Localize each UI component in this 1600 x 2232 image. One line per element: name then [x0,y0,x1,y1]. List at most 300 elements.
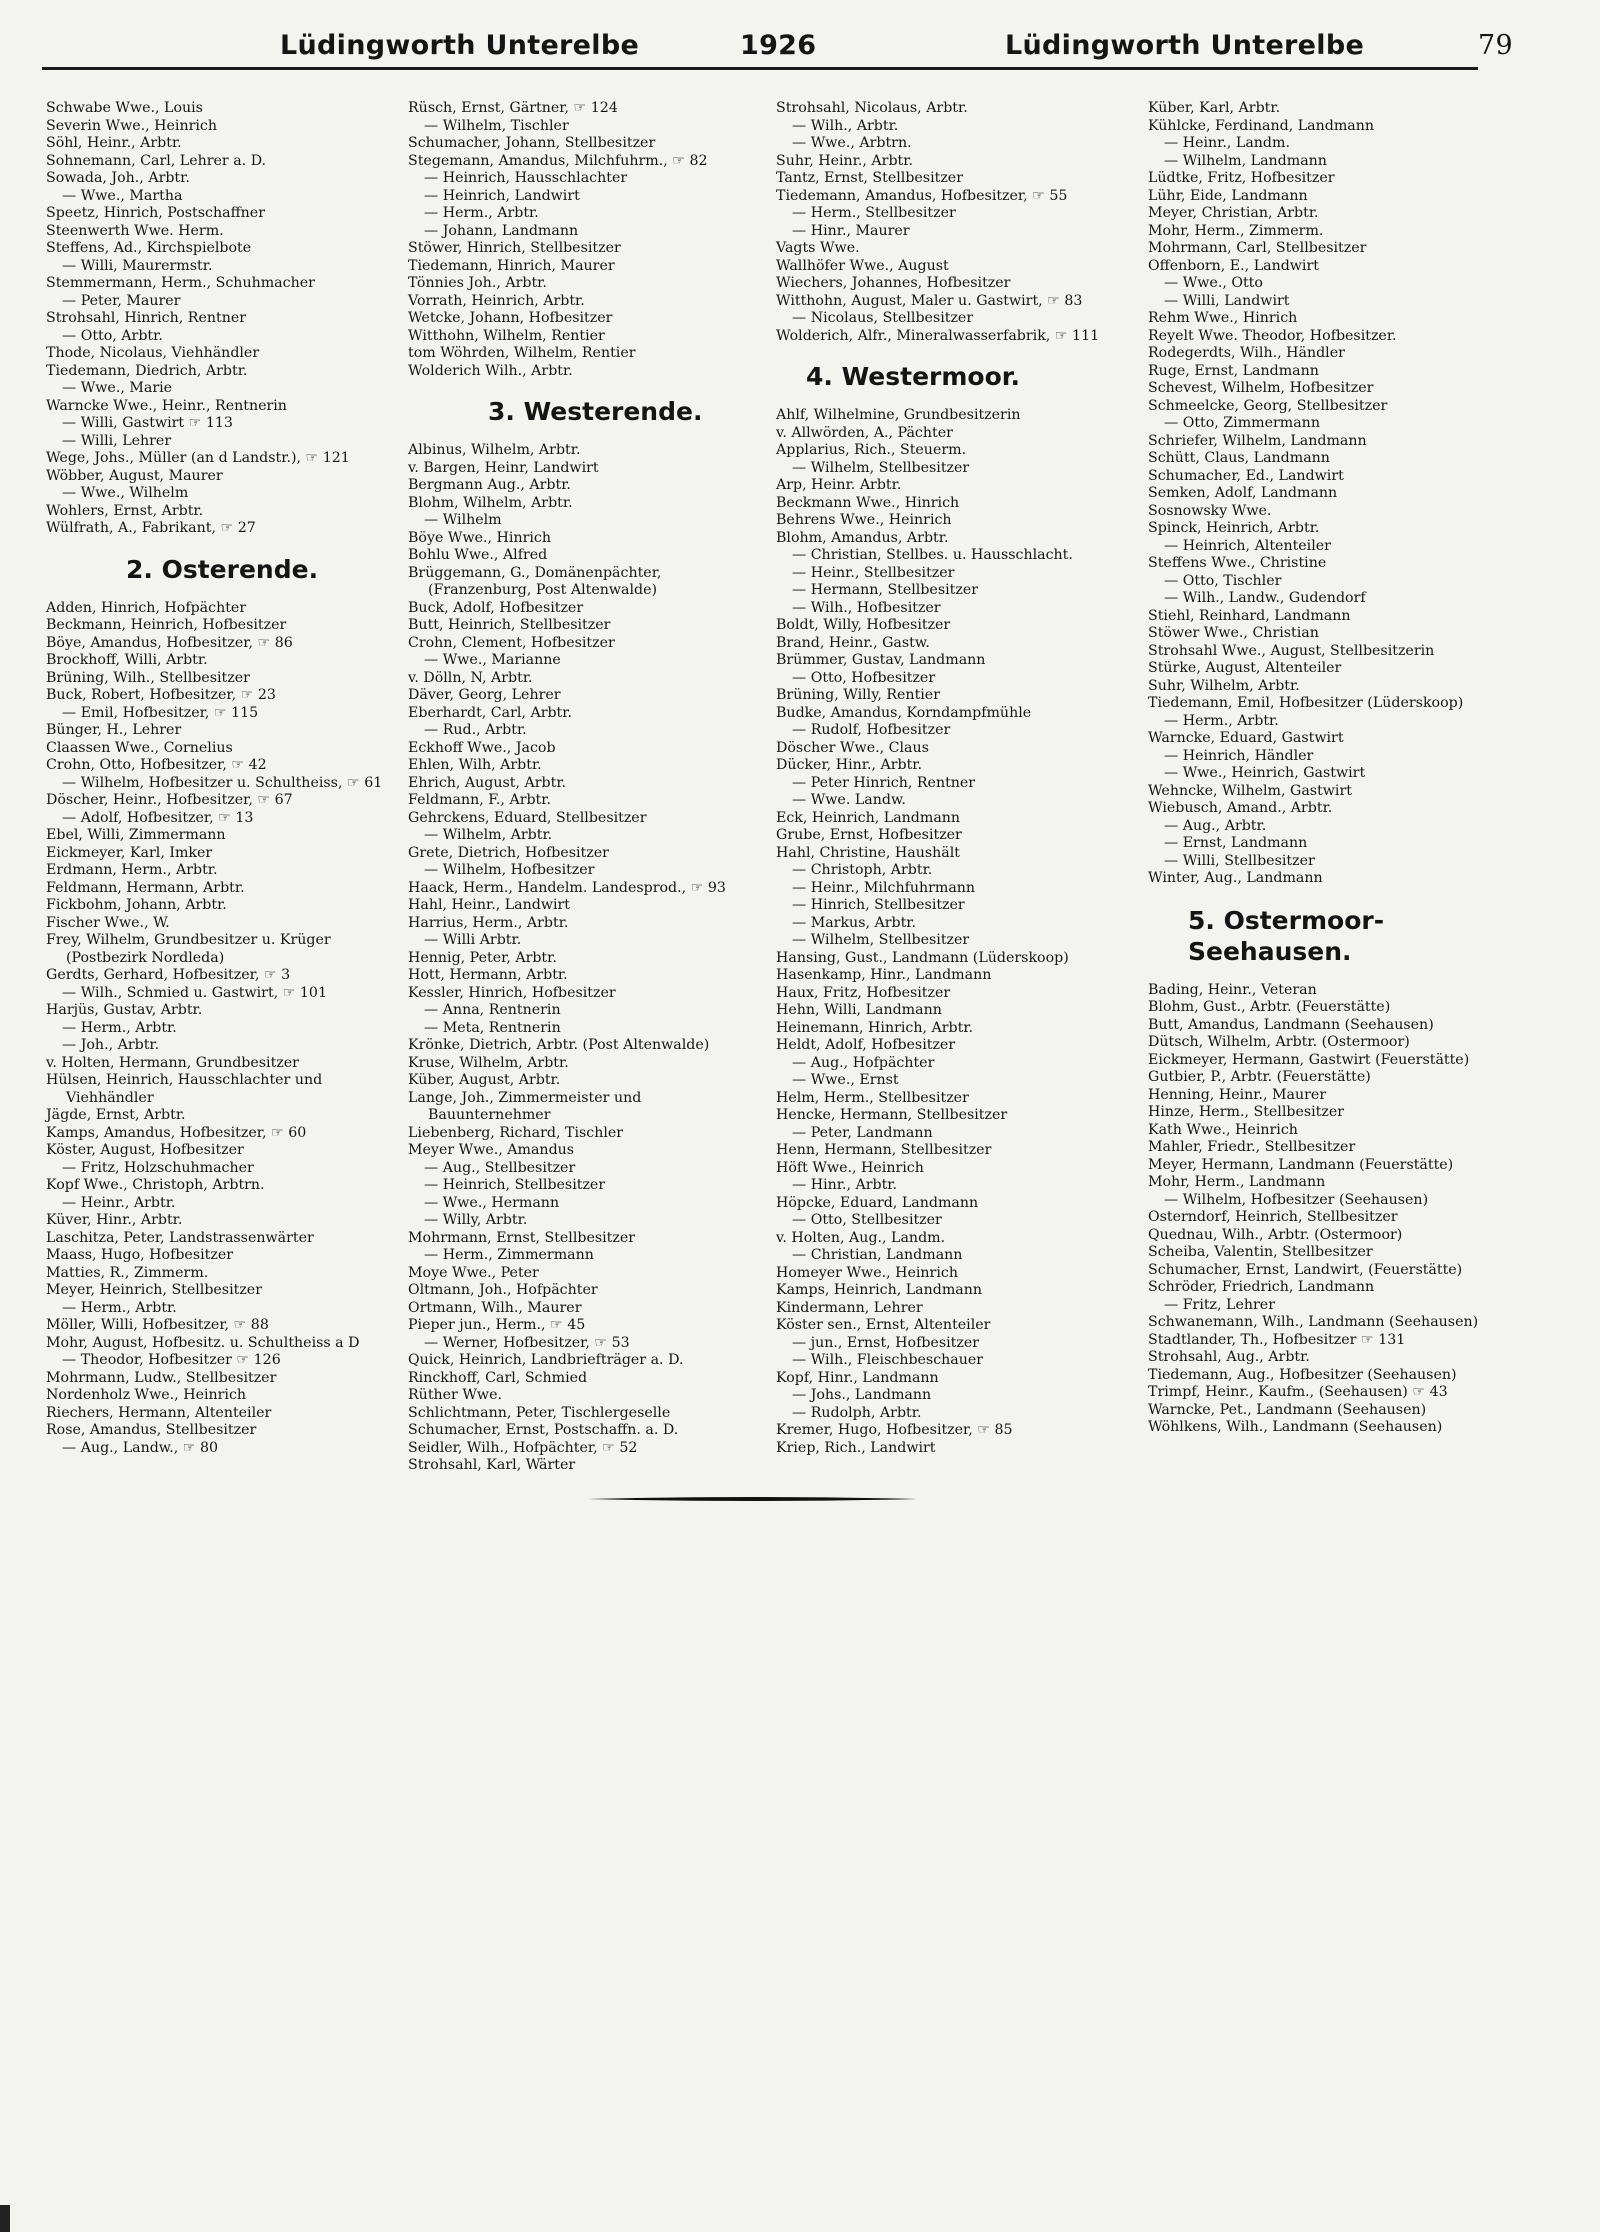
directory-entry: — Herm., Arbtr. [62,1299,177,1316]
directory-entry: — Adolf, Hofbesitzer, ☞ 13 [62,809,254,826]
directory-entry: v. Holten, Aug., Landm. [776,1229,946,1246]
directory-entry: Rehm Wwe., Hinrich [1148,310,1298,326]
directory-entry: Tiedemann, Amandus, Hofbesitzer, ☞ 55 [776,187,1068,204]
directory-entry: Stegemann, Amandus, Milchfuhrm., ☞ 82 [408,152,708,169]
directory-entry: Ortmann, Wilh., Maurer [408,1299,582,1316]
directory-entry: Budke, Amandus, Korndampfmühle [776,704,1032,721]
directory-entry: — Heinrich, Stellbesitzer [424,1177,606,1193]
directory-entry: Severin Wwe., Heinrich [46,117,217,134]
directory-entry: — Hinrich, Stellbesitzer [792,897,965,913]
district-heading: 4. Westermoor. [806,362,1021,391]
directory-entry: Gutbier, P., Arbtr. (Feuerstätte) [1148,1069,1371,1085]
directory-entry: — jun., Ernst, Hofbesitzer [792,1334,979,1351]
directory-entry: Wohlers, Ernst, Arbtr. [46,502,204,519]
directory-entry: Küber, Karl, Arbtr. [1148,100,1281,116]
directory-entry: Schütt, Claus, Landmann [1148,450,1330,466]
directory-entry: Kath Wwe., Heinrich [1148,1121,1298,1138]
directory-entry: Döscher, Heinr., Hofbesitzer, ☞ 67 [46,792,293,808]
directory-entry: Meyer, Hermann, Landmann (Feuerstätte) [1148,1156,1454,1173]
directory-entry: Schwabe Wwe., Louis [46,100,203,116]
directory-entry: Mohr, August, Hofbesitz. u. Schultheiss a D [46,1334,360,1351]
directory-entry: Schröder, Friedrich, Landmann [1148,1279,1375,1295]
directory-entry: Kühlcke, Ferdinand, Landmann [1148,117,1375,134]
directory-entry: Hehn, Willi, Landmann [776,1002,942,1018]
directory-entry: Lühr, Eide, Landmann [1148,187,1308,204]
directory-entry: — Aug., Stellbesitzer [424,1159,576,1176]
directory-entry: — Hermann, Stellbesitzer [792,582,978,598]
directory-entry: — Fritz, Lehrer [1164,1296,1275,1313]
directory-entry: Harjüs, Gustav, Arbtr. [46,1002,203,1018]
directory-entry: Strohsahl, Aug., Arbtr. [1148,1349,1310,1365]
directory-entry: Brüggemann, G., Domänenpächter, (Franzenburg, Post Altenwalde) [408,564,662,598]
directory-entry: Ahlf, Wilhelmine, Grundbesitzerin [776,407,1021,423]
directory-entry: Vagts Wwe. [776,240,860,256]
directory-entry: Suhr, Heinr., Arbtr. [776,152,913,169]
directory-entry: Wolderich Wilh., Arbtr. [408,362,573,379]
directory-entry: Bergmann Aug., Arbtr. [408,477,571,493]
directory-entry: — Peter, Maurer [62,292,181,309]
directory-entry: Höft Wwe., Heinrich [776,1159,924,1176]
directory-entry: Mohrmann, Carl, Stellbesitzer [1148,240,1367,256]
directory-entry: — Aug., Hofpächter [792,1054,935,1071]
directory-entry: Bading, Heinr., Veteran [1148,981,1317,998]
directory-entry: Kindermann, Lehrer [776,1299,923,1316]
directory-entry: Butt, Heinrich, Stellbesitzer [408,617,611,633]
directory-entry: Tiedemann, Hinrich, Maurer [408,257,615,274]
directory-entry: Heinemann, Hinrich, Arbtr. [776,1019,974,1036]
directory-entry: Scheiba, Valentin, Stellbesitzer [1148,1244,1373,1260]
directory-entry: Schumacher, Ed., Landwirt [1148,467,1344,484]
directory-entry: — Wwe., Ernst [792,1072,899,1088]
directory-entry: Homeyer Wwe., Heinrich [776,1264,958,1281]
directory-entry: Dütsch, Wilhelm, Arbtr. (Ostermoor) [1148,1034,1410,1050]
directory-entry: Stöwer, Hinrich, Stellbesitzer [408,240,621,256]
directory-column-4 [1148,100,1500,1437]
directory-entry: — Wwe., Marie [62,380,173,396]
directory-entry: Henning, Heinr., Maurer [1148,1086,1327,1103]
directory-entry: — Nicolaus, Stellbesitzer [792,310,974,326]
directory-entry: Semken, Adolf, Landmann [1148,485,1338,501]
directory-entry: Schmeelcke, Georg, Stellbesitzer [1148,397,1388,414]
directory-entry: Kessler, Hinrich, Hofbesitzer [408,984,616,1001]
directory-entry: v. Holten, Hermann, Grundbesitzer [46,1054,299,1071]
directory-entry: Hahl, Heinr., Landwirt [408,897,570,913]
directory-entry: Schwanemann, Wilh., Landmann (Seehausen) [1148,1314,1479,1330]
directory-entry: Schriefer, Wilhelm, Landmann [1148,432,1367,449]
directory-entry: Offenborn, E., Landwirt [1148,257,1319,274]
directory-entry: Witthohn, Wilhelm, Rentier [408,327,605,344]
directory-entry: Thode, Nicolaus, Viehhändler [46,345,260,361]
directory-entry: — Wilhelm, Tischler [424,117,569,134]
directory-entry: Brockhoff, Willi, Arbtr. [46,652,208,668]
district-heading: 5. Ostermoor-Seehausen. [1188,905,1385,966]
directory-entry: Kamps, Amandus, Hofbesitzer, ☞ 60 [46,1124,307,1141]
directory-entry: Buck, Robert, Hofbesitzer, ☞ 23 [46,687,276,703]
directory-entry: Eck, Heinrich, Landmann [776,809,961,826]
directory-entry: Witthohn, August, Maler u. Gastwirt, ☞ 83 [776,292,1083,309]
directory-entry: — Wilhelm, Hofbesitzer (Seehausen) [1164,1191,1429,1208]
directory-entry: Hott, Hermann, Arbtr. [408,967,568,983]
year-title: 1926 [740,30,817,61]
directory-entry: — Wilhelm [424,512,502,528]
directory-entry: Böye, Amandus, Hofbesitzer, ☞ 86 [46,634,293,651]
directory-entry: v. Dölln, N, Arbtr. [408,669,533,686]
district-heading: 3. Westerende. [488,397,703,426]
directory-entry: — Heinr., Milchfuhrmann [792,879,976,896]
directory-entry: Maass, Hugo, Hofbesitzer [46,1247,233,1263]
directory-entry: Butt, Amandus, Landmann (Seehausen) [1148,1016,1434,1033]
directory-entry: — Willy, Arbtr. [424,1212,528,1228]
header-rule [42,67,1478,70]
directory-entry: Bohlu Wwe., Alfred [408,547,548,563]
directory-entry: Ehrich, August, Arbtr. [408,774,567,791]
directory-entry: Wallhöfer Wwe., August [776,257,949,274]
directory-entry: Buck, Adolf, Hofbesitzer [408,599,584,616]
directory-entry: Quick, Heinrich, Landbriefträger a. D. [408,1352,684,1368]
directory-entry: Steenwerth Wwe. Herm. [46,222,224,239]
directory-entry: Hahl, Christine, Haushält [776,844,960,861]
directory-entry: Kriep, Rich., Landwirt [776,1439,936,1456]
directory-entry: Adden, Hinrich, Hofpächter [46,599,247,616]
directory-entry: Trimpf, Heinr., Kaufm., (Seehausen) ☞ 43 [1148,1384,1448,1400]
directory-entry: Küber, August, Arbtr. [408,1072,561,1088]
directory-entry: Warncke, Eduard, Gastwirt [1148,730,1344,746]
directory-entry: Claassen Wwe., Cornelius [46,739,233,756]
directory-entry: Küver, Hinr., Arbtr. [46,1212,183,1228]
directory-entry: — Wwe., Marianne [424,652,561,668]
directory-entry: Brüning, Willy, Rentier [776,687,940,703]
directory-entry: Vorrath, Heinrich, Arbtr. [408,292,585,309]
directory-entry: Tönnies Joh., Arbtr. [408,275,547,291]
directory-entry: — Otto, Hofbesitzer [792,669,936,686]
directory-entry: — Wwe., Otto [1164,275,1263,291]
directory-entry: Schumacher, Ernst, Landwirt, (Feuerstätte) [1148,1261,1463,1278]
directory-entry: — Peter, Landmann [792,1124,933,1141]
directory-entry: Krönke, Dietrich, Arbtr. (Post Altenwalde) [408,1037,710,1053]
directory-entry: Ehlen, Wilh, Arbtr. [408,757,542,773]
directory-entry: Meyer, Heinrich, Stellbesitzer [46,1282,262,1298]
directory-entry: — Wilh., Arbtr. [792,117,899,134]
directory-entry: — Heinrich, Hausschlachter [424,170,628,186]
directory-entry: — Emil, Hofbesitzer, ☞ 115 [62,704,259,721]
directory-entry: Tantz, Ernst, Stellbesitzer [776,170,963,186]
directory-entry: Erdmann, Herm., Arbtr. [46,862,218,878]
directory-entry: Wiechers, Johannes, Hofbesitzer [776,275,1011,291]
directory-entry: Harrius, Herm., Arbtr. [408,914,569,931]
directory-entry: Oltmann, Joh., Hofpächter [408,1282,598,1298]
directory-entry: — Herm., Arbtr. [424,205,539,221]
directory-entry: Mohr, Herm., Zimmerm. [1148,222,1324,239]
directory-entry: Beckmann, Heinrich, Hofbesitzer [46,617,287,633]
directory-entry: Tiedemann, Emil, Hofbesitzer (Lüderskoop) [1148,695,1464,711]
directory-entry: Beckmann Wwe., Hinrich [776,494,960,511]
directory-entry: Moye Wwe., Peter [408,1264,539,1281]
directory-entry: Tiedemann, Diedrich, Arbtr. [46,362,248,379]
directory-entry: — Heinrich, Händler [1164,747,1314,764]
directory-entry: Wege, Johs., Müller (an d Landstr.), ☞ 121 [46,450,350,466]
directory-entry: Wetcke, Johann, Hofbesitzer [408,310,613,326]
directory-entry: Haack, Herm., Handelm. Landesprod., ☞ 93 [408,879,726,896]
directory-entry: Strohsahl, Nicolaus, Arbtr. [776,100,968,116]
directory-entry: — Otto, Arbtr. [62,327,163,344]
directory-entry: Feldmann, F., Arbtr. [408,792,551,808]
directory-entry: Hülsen, Heinrich, Hausschlachter und Viehhändler [46,1072,323,1106]
directory-entry: Riechers, Hermann, Altenteiler [46,1404,272,1421]
directory-entry: — Aug., Landw., ☞ 80 [62,1439,219,1456]
directory-entry: — Herm., Stellbesitzer [792,205,956,221]
directory-entry: Fickbohm, Johann, Arbtr. [46,897,227,913]
directory-entry: — Wilh., Fleischbeschauer [792,1352,984,1368]
directory-entry: Sowada, Joh., Arbtr. [46,170,190,186]
directory-entry: — Werner, Hofbesitzer, ☞ 53 [424,1334,630,1351]
directory-entry: — Willi, Stellbesitzer [1164,852,1315,869]
directory-entry: — Meta, Rentnerin [424,1019,561,1036]
directory-column-2 [408,100,760,1475]
directory-entry: Feldmann, Hermann, Arbtr. [46,879,245,896]
directory-entry: — Wwe. Landw. [792,792,906,808]
directory-entry: Schlichtmann, Peter, Tischlergeselle [408,1404,671,1421]
directory-entry: Stadtlander, Th., Hofbesitzer ☞ 131 [1148,1331,1406,1348]
directory-entry: — Otto, Tischler [1164,572,1282,589]
directory-entry: Osterndorf, Heinrich, Stellbesitzer [1148,1209,1398,1225]
directory-entry: Rodegerdts, Wilh., Händler [1148,345,1345,361]
directory-entry: Liebenberg, Richard, Tischler [408,1124,624,1141]
directory-entry: — Willi, Lehrer [62,432,172,449]
directory-entry: — Wilhelm, Stellbesitzer [792,932,970,948]
directory-entry: — Christian, Stellbes. u. Hausschlacht. [792,547,1073,563]
directory-entry: Rüther Wwe. [408,1387,502,1403]
directory-entry: Henn, Hermann, Stellbesitzer [776,1142,992,1158]
directory-entry: Stöwer Wwe., Christian [1148,625,1319,641]
directory-entry: — Wilh., Hofbesitzer [792,599,941,616]
directory-entry: Böye Wwe., Hinrich [408,529,551,546]
directory-entry: Hinze, Herm., Stellbesitzer [1148,1104,1345,1120]
directory-entry: Sohnemann, Carl, Lehrer a. D. [46,152,267,169]
directory-entry: Mohrmann, Ludw., Stellbesitzer [46,1369,277,1386]
directory-entry: Eberhardt, Carl, Arbtr. [408,704,572,721]
directory-column-3 [776,100,1128,1457]
directory-entry: Wöhlkens, Wilh., Landmann (Seehausen) [1148,1419,1443,1435]
directory-entry: Döscher Wwe., Claus [776,739,929,756]
directory-entry: Reyelt Wwe. Theodor, Hofbesitzer. [1148,327,1397,344]
directory-entry: Quednau, Wilh., Arbtr. (Ostermoor) [1148,1226,1403,1243]
directory-entry: Jägde, Ernst, Arbtr. [46,1107,186,1123]
directory-entry: — Heinrich, Landwirt [424,187,580,204]
directory-entry: — Anna, Rentnerin [424,1002,561,1018]
directory-entry: — Heinr., Arbtr. [62,1194,176,1211]
directory-entry: Brüning, Wilh., Stellbesitzer [46,669,250,686]
directory-entry: Rose, Amandus, Stellbesitzer [46,1422,257,1438]
end-ornament-rule [587,1496,917,1502]
directory-entry: — Christian, Landmann [792,1247,963,1263]
directory-entry: — Wwe., Arbtrn. [792,135,912,151]
directory-entry: Heldt, Adolf, Hofbesitzer [776,1037,956,1053]
directory-entry: Wehncke, Wilhelm, Gastwirt [1148,782,1352,799]
directory-entry: Strohsahl, Karl, Wärter [408,1457,576,1473]
directory-entry: Rüsch, Ernst, Gärtner, ☞ 124 [408,100,618,116]
directory-entry: Blohm, Amandus, Arbtr. [776,529,949,546]
directory-entry: — Herm., Zimmermann [424,1247,594,1263]
directory-entry: — Willi, Gastwirt ☞ 113 [62,415,233,431]
directory-entry: — Hinr., Maurer [792,222,910,239]
directory-entry: Fischer Wwe., W. [46,914,170,931]
directory-entry: — Herm., Arbtr. [62,1019,177,1036]
directory-entry: Wülfrath, A., Fabrikant, ☞ 27 [46,520,256,536]
directory-entry: tom Wöhrden, Wilhelm, Rentier [408,345,636,361]
directory-entry: Eickmeyer, Karl, Imker [46,844,213,861]
directory-entry: v. Allwörden, A., Pächter [776,424,953,441]
directory-entry: Albinus, Wilhelm, Arbtr. [408,442,581,458]
directory-entry: Nordenholz Wwe., Heinrich [46,1387,247,1403]
directory-entry: — Wilhelm, Hofbesitzer [424,862,595,878]
district-heading: 2. Osterende. [126,554,319,584]
directory-entry: Gerdts, Gerhard, Hofbesitzer, ☞ 3 [46,967,291,983]
directory-entry: Eckhoff Wwe., Jacob [408,739,556,756]
directory-entry: — Markus, Arbtr. [792,914,917,931]
directory-entry: v. Bargen, Heinr, Landwirt [408,459,599,476]
directory-entry: Strohsahl, Hinrich, Rentner [46,310,247,326]
directory-entry: Kopf, Hinr., Landmann [776,1369,939,1386]
directory-entry: — Heinr., Landm. [1164,135,1290,151]
directory-entry: Möller, Willi, Hofbesitzer, ☞ 88 [46,1317,269,1333]
directory-entry: — Wwe., Martha [62,187,183,204]
directory-entry: Kopf Wwe., Christoph, Arbtrn. [46,1177,265,1193]
directory-entry: Crohn, Otto, Hofbesitzer, ☞ 42 [46,757,267,773]
directory-entry: Speetz, Hinrich, Postschaffner [46,205,265,221]
directory-entry: — Johs., Landmann [792,1387,932,1403]
directory-entry: — Rudolph, Arbtr. [792,1404,922,1421]
directory-entry: Warncke, Pet., Landmann (Seehausen) [1148,1401,1427,1418]
directory-entry: Sosnowsky Wwe. [1148,502,1272,519]
directory-entry: Höpcke, Eduard, Landmann [776,1194,979,1211]
directory-entry: Hasenkamp, Hinr., Landmann [776,967,992,983]
directory-entry: Matties, R., Zimmerm. [46,1264,209,1281]
directory-entry: Kruse, Wilhelm, Arbtr. [408,1054,569,1071]
directory-entry: Frey, Wilhelm, Grundbesitzer u. Krüger (Postbezirk Nordleda) [46,932,331,966]
directory-entry: — Wilhelm, Hofbesitzer u. Schultheiss, ☞ 61 [62,774,383,791]
directory-entry: Kremer, Hugo, Hofbesitzer, ☞ 85 [776,1422,1013,1438]
directory-entry: — Wilhelm, Arbtr. [424,827,553,843]
directory-entry: Wolderich, Alfr., Mineralwasserfabrik, ☞ 111 [776,327,1100,344]
directory-entry: Lüdtke, Fritz, Hofbesitzer [1148,170,1335,186]
directory-entry: — Heinr., Stellbesitzer [792,564,955,581]
directory-entry: Schumacher, Johann, Stellbesitzer [408,135,656,151]
directory-entry: Däver, Georg, Lehrer [408,687,561,703]
directory-entry: Mohr, Herm., Landmann [1148,1174,1326,1190]
directory-entry: Brand, Heinr., Gastw. [776,634,930,651]
directory-entry: Gehrckens, Eduard, Stellbesitzer [408,809,647,826]
directory-entry: Winter, Aug., Landmann [1148,870,1323,886]
directory-entry: Grete, Dietrich, Hofbesitzer [408,844,609,861]
directory-entry: — Wwe., Heinrich, Gastwirt [1164,765,1366,781]
directory-entry: Schevest, Wilhelm, Hofbesitzer [1148,380,1374,396]
directory-entry: Grube, Ernst, Hofbesitzer [776,827,962,843]
directory-entry: — Wilh., Schmied u. Gastwirt, ☞ 101 [62,984,327,1001]
directory-entry: Crohn, Clement, Hofbesitzer [408,634,615,651]
directory-entry: — Joh., Arbtr. [62,1037,160,1053]
directory-entry: Lange, Joh., Zimmermeister und Bauunternehmer [408,1089,642,1123]
directory-entry: Söhl, Heinr., Arbtr. [46,135,182,151]
directory-entry: — Christoph, Arbtr. [792,862,933,878]
directory-entry: Köster, August, Hofbesitzer [46,1142,244,1158]
directory-column-1 [46,100,398,1457]
running-title-left: Lüdingworth Unterelbe [280,30,640,61]
directory-entry: Stemmermann, Herm., Schuhmacher [46,275,315,291]
directory-entry: Behrens Wwe., Heinrich [776,512,952,528]
directory-entry: Haux, Fritz, Hofbesitzer [776,984,951,1001]
directory-entry: — Otto, Stellbesitzer [792,1212,942,1228]
directory-entry: Seidler, Wilh., Hofpächter, ☞ 52 [408,1439,638,1456]
directory-entry: — Herm., Arbtr. [1164,712,1279,729]
directory-entry: Ruge, Ernst, Landmann [1148,362,1319,379]
directory-entry: — Willi, Landwirt [1164,292,1290,309]
directory-entry: — Willi Arbtr. [424,932,522,948]
directory-entry: — Willi, Maurermstr. [62,257,213,274]
directory-entry: — Heinrich, Altenteiler [1164,537,1331,554]
directory-entry: Blohm, Gust., Arbtr. (Feuerstätte) [1148,999,1391,1015]
directory-entry: — Otto, Zimmermann [1164,415,1320,431]
directory-entry: Wiebusch, Amand., Arbtr. [1148,800,1333,816]
directory-entry: Mahler, Friedr., Stellbesitzer [1148,1139,1356,1155]
directory-entry: — Hinr., Arbtr. [792,1177,898,1193]
running-title-right: Lüdingworth Unterelbe [1005,30,1365,61]
directory-entry: Eickmeyer, Hermann, Gastwirt (Feuerstätte) [1148,1051,1470,1068]
directory-entry: Hansing, Gust., Landmann (Lüderskoop) [776,949,1069,966]
directory-entry: — Wwe., Hermann [424,1194,560,1211]
directory-entry: Schumacher, Ernst, Postschaffn. a. D. [408,1422,679,1438]
directory-entry: Brümmer, Gustav, Landmann [776,652,986,668]
directory-entry: Arp, Heinr. Arbtr. [776,477,902,493]
directory-entry: Boldt, Willy, Hofbesitzer [776,617,951,633]
directory-entry: — Ernst, Landmann [1164,835,1308,851]
directory-entry: — Johann, Landmann [424,222,579,239]
directory-entry: Mohrmann, Ernst, Stellbesitzer [408,1229,636,1246]
directory-entry: Meyer, Christian, Arbtr. [1148,205,1319,221]
directory-entry: Pieper jun., Herm., ☞ 45 [408,1317,586,1333]
directory-entry: Ebel, Willi, Zimmermann [46,827,226,843]
directory-entry: — Wwe., Wilhelm [62,485,189,501]
page-header [0,0,1600,70]
directory-entry: Helm, Herm., Stellbesitzer [776,1089,969,1106]
directory-entry: Dücker, Hinr., Arbtr. [776,757,923,773]
directory-entry: Stiehl, Reinhard, Landmann [1148,607,1351,624]
directory-entry: Steffens Wwe., Christine [1148,555,1327,571]
directory-entry: — Aug., Arbtr. [1164,817,1267,834]
scan-edge-mark [0,2205,10,2232]
directory-entry: Kamps, Heinrich, Landmann [776,1282,983,1298]
directory-entry: — Rudolf, Hofbesitzer [792,722,951,738]
directory-entry: — Fritz, Holzschuhmacher [62,1159,254,1176]
directory-entry: — Theodor, Hofbesitzer ☞ 126 [62,1352,281,1368]
directory-entry: Applarius, Rich., Steuerm. [776,442,967,458]
directory-entry: Rinckhoff, Carl, Schmied [408,1369,588,1386]
directory-entry: Köster sen., Ernst, Altenteiler [776,1317,991,1333]
directory-entry: — Wilhelm, Landmann [1164,152,1327,169]
directory-entry: — Wilh., Landw., Gudendorf [1164,590,1366,606]
directory-entry: Wöbber, August, Maurer [46,467,223,484]
directory-entry: Blohm, Wilhelm, Arbtr. [408,494,573,511]
directory-entry: Suhr, Wilhelm, Arbtr. [1148,677,1300,694]
directory-entry: Warncke Wwe., Heinr., Rentnerin [46,397,287,414]
directory-entry: Meyer Wwe., Amandus [408,1142,575,1158]
directory-entry: — Rud., Arbtr. [424,722,527,738]
directory-entry: Bünger, H., Lehrer [46,722,182,738]
directory-entry: Strohsahl Wwe., August, Stellbesitzerin [1148,642,1435,659]
directory-entry: Spinck, Heinrich, Arbtr. [1148,520,1320,536]
directory-entry: Hencke, Hermann, Stellbesitzer [776,1107,1008,1123]
directory-entry: Steffens, Ad., Kirchspielbote [46,240,252,256]
directory-entry: — Wilhelm, Stellbesitzer [792,459,970,476]
